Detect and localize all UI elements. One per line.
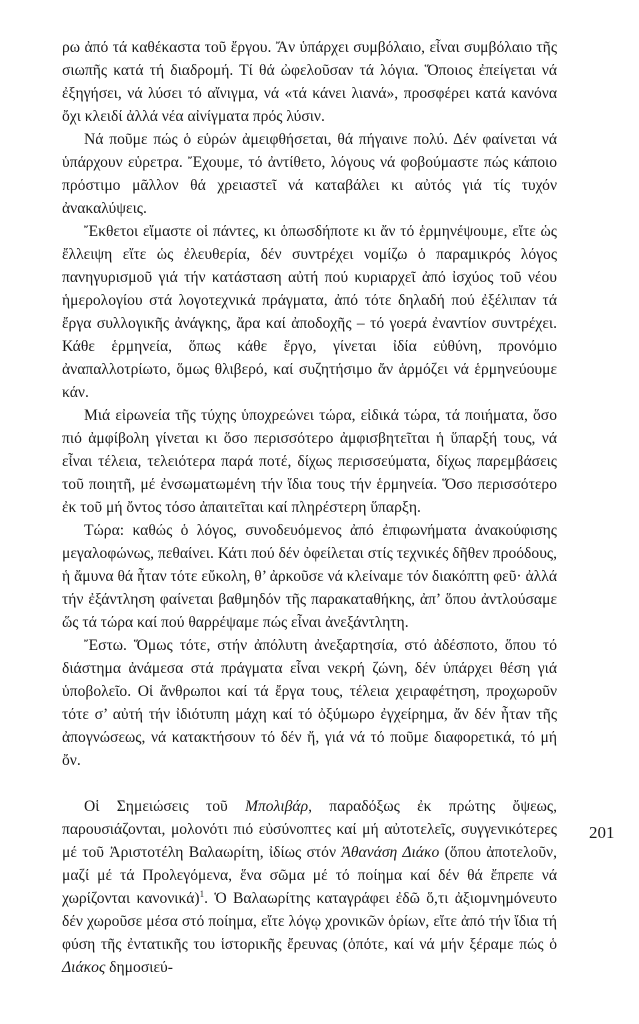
paragraph-4: Μιά εἰρωνεία τῆς τύχης ὑποχρεώνει τώρα, εἰδικά τώρα, τά ποιήματα, ὅσο πιό ἀμφίβολη γίνεται κι ὅσο περισσότερο ἀμφισβητεῖται ἡ ὕπαρξή τους, νά εἶναι τέλεια, τελειότερα παρά ποτέ, δίχως περισσεύματα, δίχως παρεμβάσεις τοῦ ποιητῆ, μέ ἐνσωματωμένη τήν ἴδια τους τήν ἑρμηνεία. Ὅσο περισσότερο ἐκ τοῦ μή ὄντος τόσο ἀπαιτεῖται καί πληρέστερη ὕπαρξη. xyxy=(62,407,557,516)
paragraph-3: Ἔκθετοι εἴμαστε οἱ πάντες, κι ὁπωσδήποτε κι ἄν τό ἑρμηνέψουμε, εἴτε ὡς ἔλλειψη εἴτε ὡς ἐλευθερία, δέν συντρέχει νομίζω ὁ παραμικρός λόγος πανηγυρισμοῦ γιά τήν κατάσταση αὐτή πού κυριαρχεῖ ἀπό ἰσχύος τοῦ νέου ἡμερολογίου στά λογοτεχνικά πράγματα, ἀπό τότε δηλαδή πού ἐξέλιπαν τά ἔργα συλλογικῆς ἀνάγκης, ἄρα καί ἀποδοχῆς – τό γοερά ἐναντίον συντρέχει. Κάθε ἑρμηνεία, ὅπως κάθε ἔργο, γίνεται ἰδία εὐθύνη, προνόμιο ἀναπαλλοτρίωτο, ὅμως θλιβερό, καί συζητήσιμο ἄν ἁρμόζει νά ἑρμηνεύουμε κάν. xyxy=(62,223,557,401)
paragraph-7-part-f: . Ὁ Βαλαωρίτης καταγράφει ἐδῶ ὅ,τι ἀξιομνημόνευτο δέν χωροῦσε μέσα στό ποίημα, εἴτε λόγῳ χρονικῶν ὁρίων, εἴτε ἀπό τήν ἴδια τή φύση τῆς ἐντατικῆς του ἱστορικῆς ἔρευνας (ὁπότε, καί νά μήν ξέραμε πώς ὁ xyxy=(62,890,557,953)
paragraph-7-part-c: , παραδόξως ἐκ πρώτης ὄψεως, παρουσιάζονται, μολονότι πιό εὐσύνοπτες καί μή αὐτοτελεῖς, συγγενικότερες μέ τοῦ Ἀριστοτέλη Βαλαωρίτη, ἰδίως στόν xyxy=(62,798,557,861)
italic-title-diakos: Διάκος xyxy=(62,959,106,976)
paragraph-7-part-h: δημοσιεύ- xyxy=(105,959,173,976)
paragraph-7 xyxy=(62,795,557,979)
paragraph-7-part-e: (ὅπου ἀποτελοῦν, μαζί μέ τά Προλεγόμενα, ἕνα σῶμα μέ τό ποίημα καί δέν θά ἔπρεπε νά χωρίζονται κανονικά) xyxy=(62,844,557,907)
paragraph-1: ρω ἀπό τά καθέκαστα τοῦ ἔργου. Ἄν ὑπάρχει συμβόλαιο, εἶναι συμβόλαιο τῆς σιωπῆς κατά τή διαδρομή. Τί θά ὠφελοῦσαν τά λόγια. Ὅποιος ἐπείγεται νά ἐξηγήσει, νά λύσει τό αἴνιγμα, νά «τά κάνει λιανά», προσφέρει κατά κανόνα ὄχι κλειδί ἀλλά νέα αἰνίγματα πρός λύσιν. xyxy=(62,39,557,125)
italic-title-bolivar: Μπολιβάρ xyxy=(244,798,309,815)
page-number: 201 xyxy=(589,823,615,842)
italic-title-athanasis-diakos: Ἀθανάση Διάκο xyxy=(341,844,440,861)
paragraph-5: Τώρα: καθώς ὁ λόγος, συνοδευόμενος ἀπό ἐπιφωνήματα ἀνακούφισης μεγαλοφώνως, πεθαίνει. Κάτι πού δέν ὀφείλεται στίς τεχνικές δῆθεν προόδους, ἡ ἄμυνα θά ἦταν τότε εὔκολη, θ’ ἀρκοῦσε νά κλείναμε τόν διακόπτη φεῦ· ἀλλά τήν ἐξάντληση φαίνεται βαθμηδόν τῆς παρακαταθήκης, ἀπ’ ὅπου ἀντλούσαμε ὥς τά τώρα καί πού θαρρέψαμε πώς εἶναι ἀνεξάντλητη. xyxy=(62,522,557,631)
paragraph-6: Ἔστω. Ὅμως τότε, στήν ἀπόλυτη ἀνεξαρτησία, στό ἀδέσποτο, ὅπου τό διάστημα ἀνάμεσα στά πράγματα εἶναι νεκρή ζώνη, δέν ὑπάρχει θέση γιά ὑποβολεῖο. Οἱ ἄνθρωποι καί τά ἔργα τους, τέλεια χειραφέτηση, προχωροῦν τότε σ’ αὐτή τήν ἰδιότυπη μάχη καί τό ὀξύμωρο ἐγχείρημα, ἄν δέν ἦταν τῆς ἀπογνώσεως, νά κατακτήσουν τό δέν ἤ, γιά νά τό ποῦμε διαφορετικά, τό μή ὄν. xyxy=(62,637,557,769)
body-text xyxy=(62,36,557,979)
paragraph-2: Νά ποῦμε πώς ὁ εὑρών ἀμειφθήσεται, θά πήγαινε πολύ. Δέν φαίνεται νά ὑπάρχουν εὑρετρα. Ἔχουμε, τό ἀντίθετο, λόγους νά φοβούμαστε πώς κάποιο πρόστιμο μᾶλλον θά χρειαστεῖ νά καταβάλει κι αὐτός γιά τίς τυχόν ἀνακαλύψεις. xyxy=(62,131,557,217)
paragraph-7-part-a: Οἱ Σημειώσεις τοῦ xyxy=(84,798,245,815)
footnote-marker: 1 xyxy=(199,888,205,899)
